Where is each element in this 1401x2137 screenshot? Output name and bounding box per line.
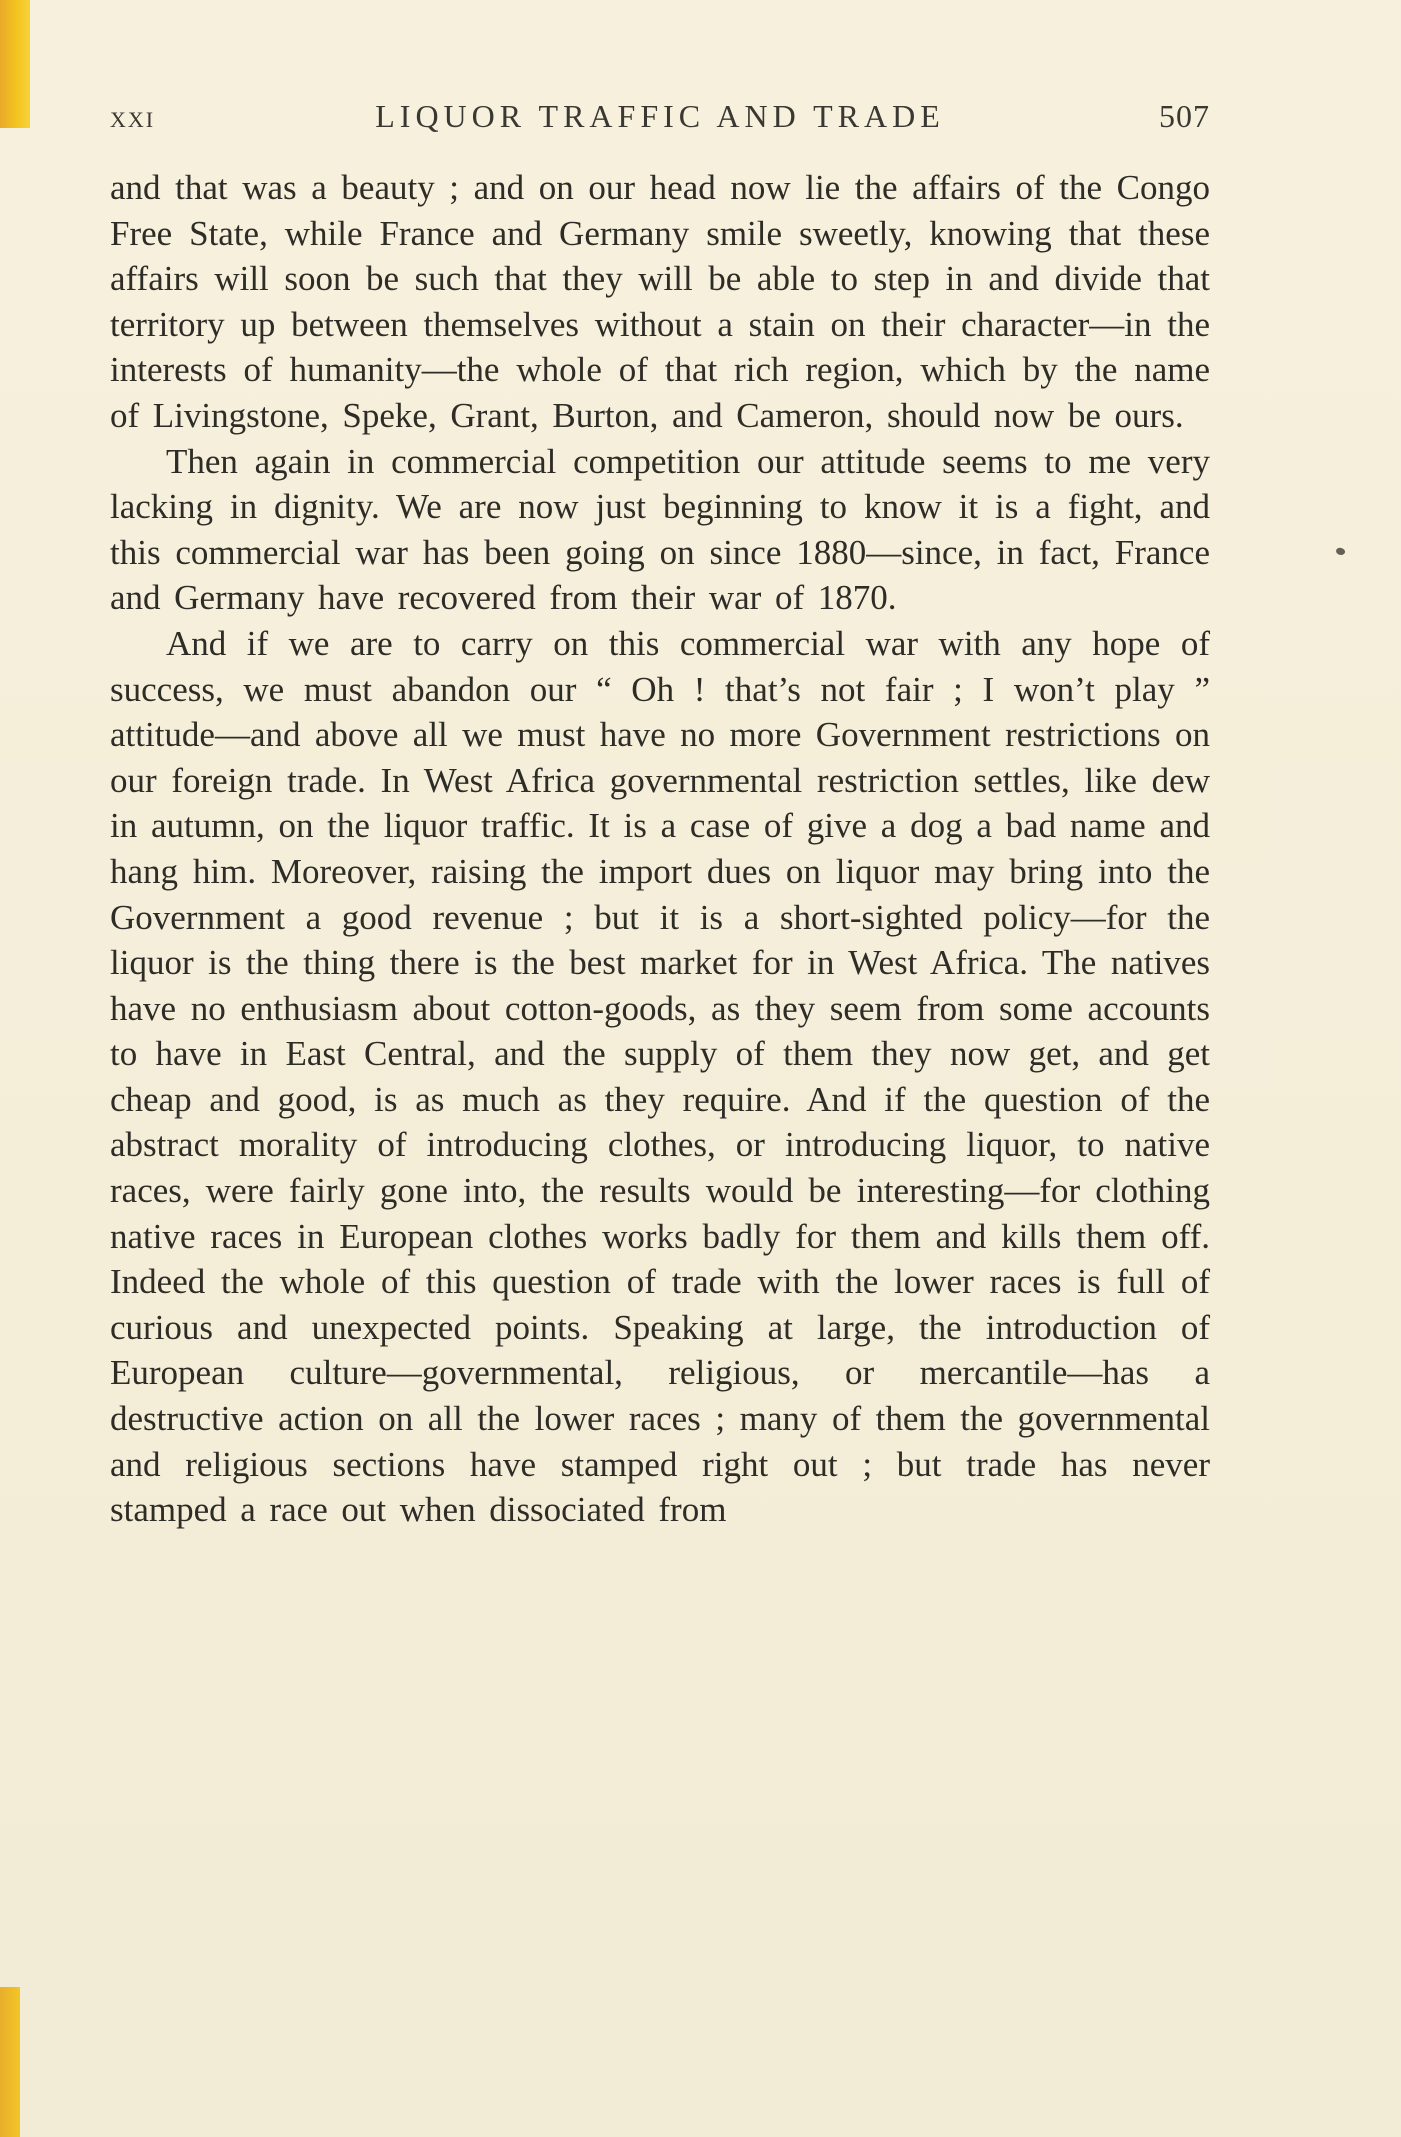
paragraph: And if we are to carry on this commercial war with any hope of success, we must abandon our “ Oh ! that’s not fair ; I won’t play ” attitude—and above all we must have no more Government restrictions on our foreign trade. In West Africa governmental restriction settles, like dew in autumn, on the liquor traffic. It is a case of give a dog a bad name and hang him. Moreover, raising the import dues on liquor may bring into the Government a good revenue ; but it is a short-sighted policy—for the liquor is the thing there is the best market for in West Africa. The natives have no enthusiasm about cotton-goods, as they seem from some accounts to have in East Central, and the supply of them they now get, and get cheap and good, is as much as they require. And if the question of the abstract morality of introducing clothes, or introducing liquor, to native races, were fairly gone into, the results would be interesting—for clothing native races in European clothes works badly for them and kills them off. Indeed the whole of this question of trade with the lower races is full of curious and unexpected points. Speaking at large, the introduction of European culture—governmental, religious, or mercantile—has a destructive action on all the lower races ; many of them the governmental and religious sections have stamped right out ; but trade has never stamped a race out when dissociated from: [110, 623, 1210, 1530]
scan-edge-strip-bottom: [0, 1987, 20, 2137]
running-head: [110, 98, 1210, 135]
page-content: [110, 98, 1210, 1533]
paragraph: Then again in commercial competition our attitude seems to me very lacking in dignity. We are now just beginning to know it is a fight, and this commercial war has been going on since 1880—since, in fact, France and Germany have recovered from their war of 1870.: [110, 441, 1210, 618]
running-title: LIQUOR TRAFFIC AND TRADE: [375, 98, 945, 134]
scan-edge-strip-top: [0, 0, 30, 128]
page-number: 507: [1159, 98, 1210, 134]
paragraph: and that was a beauty ; and on our head now lie the affairs of the Congo Free State, while France and Germany smile sweetly, knowing that these affairs will soon be such that they will be able to step in and divide that territory up between themselves without a stain on their character—in the interests of humanity—the whole of that rich region, which by the name of Livingstone, Speke, Grant, Burton, and Cameron, should now be ours.: [110, 168, 1210, 435]
body-text: [110, 165, 1210, 1533]
ink-speck: [1335, 546, 1346, 556]
chapter-number: xxi: [110, 98, 156, 134]
